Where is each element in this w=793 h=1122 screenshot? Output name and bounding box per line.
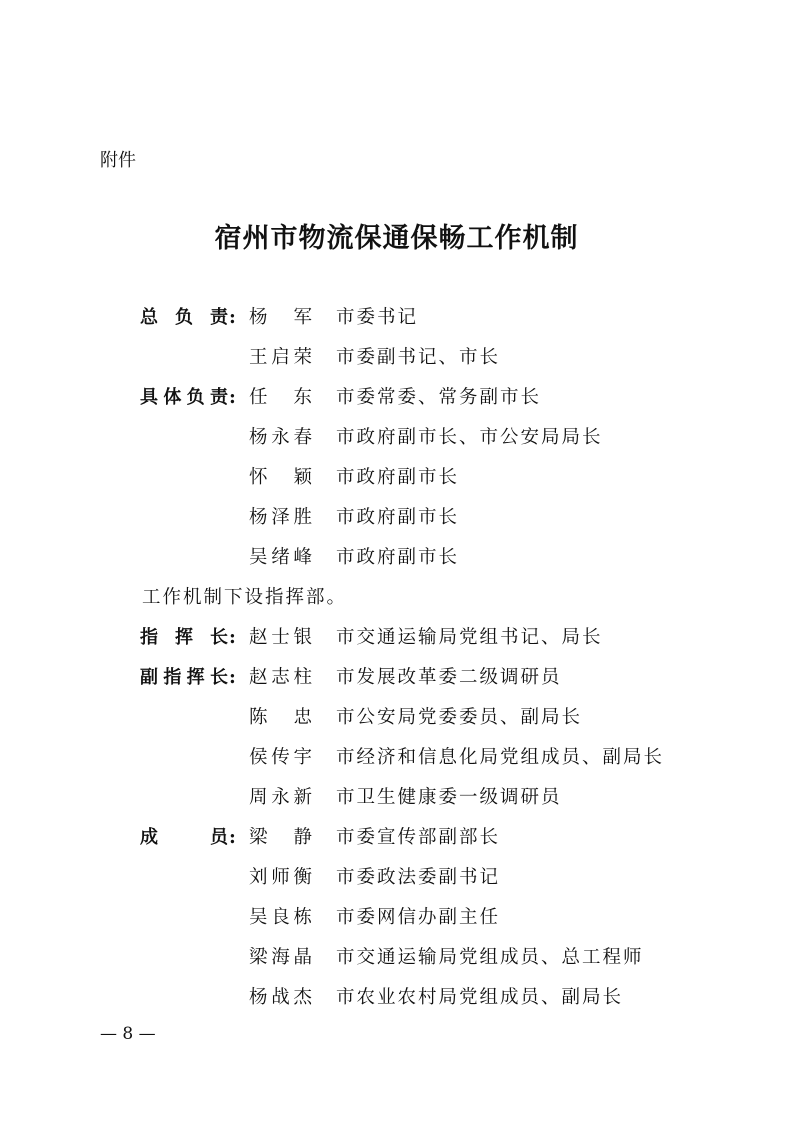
- member-name: 杨 军: [249, 307, 313, 328]
- list-row: [0, 784, 793, 824]
- document-title: 宿州市物流保通保畅工作机制: [214, 223, 579, 254]
- list-row: [0, 984, 793, 1024]
- member-name: 周永新: [249, 787, 313, 808]
- colon: :: [229, 667, 236, 688]
- page-number: — 8 —: [100, 1024, 156, 1044]
- member-name: 刘师衡: [249, 867, 313, 888]
- member-name: 陈 忠: [249, 707, 313, 728]
- member-name: 怀 颖: [249, 467, 313, 488]
- list-row: [0, 304, 793, 344]
- list-row: [0, 584, 793, 624]
- member-name: 杨战杰: [249, 987, 313, 1008]
- member-name: 吴良栋: [249, 907, 313, 928]
- member-name: 梁 静: [249, 827, 313, 848]
- member-name: 赵士银: [249, 627, 313, 648]
- statement-text: 工作机制下设指挥部。: [142, 587, 348, 608]
- member-name: 王启荣: [249, 347, 313, 368]
- member-name: 杨永春: [249, 427, 313, 448]
- member-position: 市政府副市长: [336, 547, 460, 568]
- colon: :: [229, 827, 236, 848]
- member-position: 市委常委、常务副市长: [336, 387, 542, 408]
- member-position: 市交通运输局党组成员、总工程师: [336, 947, 644, 968]
- role-label: 总负责: [140, 307, 228, 328]
- member-position: 市卫生健康委一级调研员: [336, 787, 562, 808]
- member-position: 市政府副市长: [336, 467, 460, 488]
- member-list: [0, 304, 793, 1024]
- list-row: [0, 504, 793, 544]
- colon: :: [229, 627, 236, 648]
- member-name: 杨泽胜: [249, 507, 313, 528]
- list-row: [0, 704, 793, 744]
- colon: :: [229, 307, 236, 328]
- list-row: [0, 824, 793, 864]
- member-position: 市委网信办副主任: [336, 907, 501, 928]
- list-row: [0, 464, 793, 504]
- list-row: [0, 904, 793, 944]
- member-position: 市委书记: [336, 307, 419, 328]
- list-row: [0, 384, 793, 424]
- colon: :: [229, 387, 236, 408]
- member-name: 梁海晶: [249, 947, 313, 968]
- member-position: 市公安局党委委员、副局长: [336, 707, 583, 728]
- member-position: 市政府副市长、市公安局局长: [336, 427, 603, 448]
- member-position: 市委副书记、市长: [336, 347, 501, 368]
- member-position: 市政府副市长: [336, 507, 460, 528]
- member-name: 任 东: [249, 387, 313, 408]
- member-position: 市委政法委副书记: [336, 867, 501, 888]
- list-row: [0, 344, 793, 384]
- member-position: 市经济和信息化局党组成员、副局长: [336, 747, 665, 768]
- role-label: 成员: [140, 827, 228, 848]
- role-label: 指挥长: [140, 627, 228, 648]
- list-row: [0, 864, 793, 904]
- list-row: [0, 744, 793, 784]
- attachment-label: 附件: [100, 150, 136, 171]
- list-row: [0, 944, 793, 984]
- member-position: 市交通运输局党组书记、局长: [336, 627, 603, 648]
- role-label: 副指挥长: [140, 667, 228, 688]
- member-position: 市发展改革委二级调研员: [336, 667, 562, 688]
- member-name: 赵志柱: [249, 667, 313, 688]
- list-row: [0, 624, 793, 664]
- list-row: [0, 424, 793, 464]
- member-name: 吴绪峰: [249, 547, 313, 568]
- member-position: 市委宣传部副部长: [336, 827, 501, 848]
- member-name: 侯传宇: [249, 747, 313, 768]
- role-label: 具体负责: [140, 387, 228, 408]
- member-position: 市农业农村局党组成员、副局长: [336, 987, 624, 1008]
- list-row: [0, 664, 793, 704]
- list-row: [0, 544, 793, 584]
